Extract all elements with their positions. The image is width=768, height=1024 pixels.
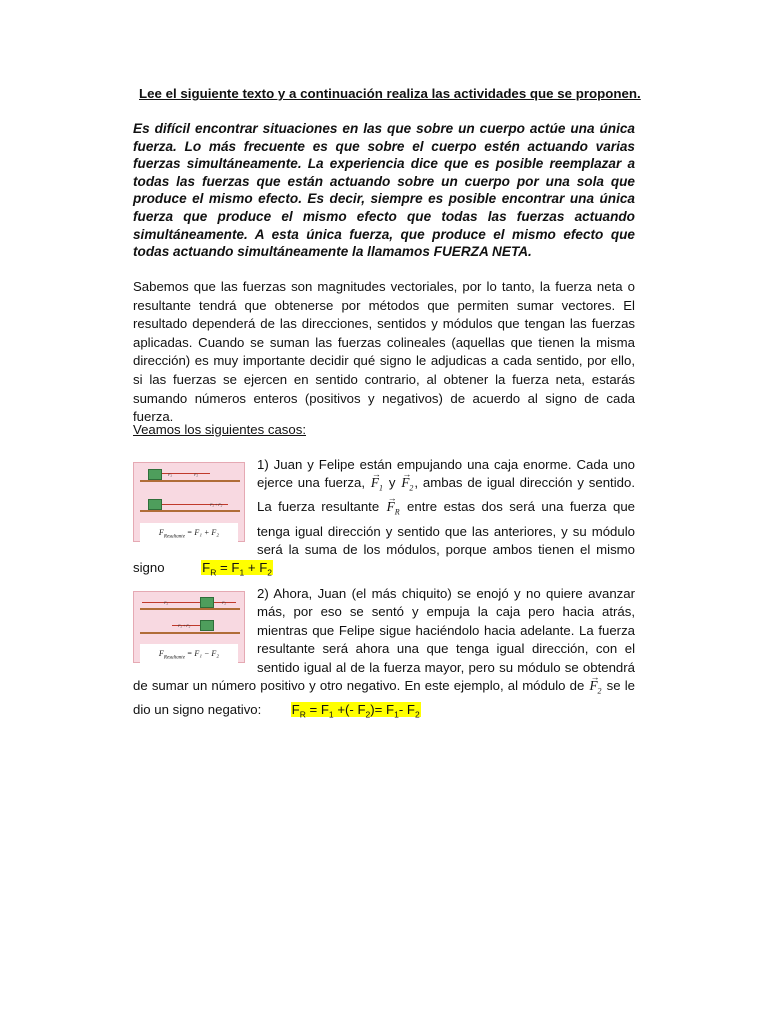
force-arrow-icon (142, 602, 200, 603)
case-1-figure (133, 462, 245, 542)
figure-equation: $F_{Resultante} = F_1 - F_2$ (140, 644, 238, 669)
page-title: Lee el siguiente texto y a continuación realiza las actividades que se proponen. (139, 86, 641, 101)
vector-f2: → $F_2$ (400, 474, 414, 498)
intro-paragraph: Es difícil encontrar situaciones en las que sobre un cuerpo actúe una única fuerza. Lo más frecuente es que sobre el cuerpo estén actuando varias fuerzas simultáneamente. La experiencia dice que es posible reemplazar a todas las fuerzas que están actuando sobre un cuerpo por una sola que produce el mismo efecto. Es decir, siempre es posible encontrar una única fuerza que produce el mismo efecto que todas las fuerzas actuando simultáneamente. A esta única fuerza, que produce el mismo efecto que todas actuando simultáneamente la llamamos FUERZA NETA. (133, 121, 635, 260)
case-1-text-c: entre estas dos será una fuerza que tenga igual dirección y sentido que las anteriores, y su módulo será la suma de los módulos, porque ambos tienen el mismo signo (133, 499, 635, 576)
case-1: F₁ F₂ F₁ + F₂ $F_{Resultante} = F_1 + F_2$ 1) Juan y Felipe están empujando una caja enorme. Cada uno ejerce una fuerza, → $F_1$ $y \to F_2$, ambas de igual dirección y sentido. La fuerza resultante → $F_R$ entre estas dos será una fuerza que tenga igual dirección y sentido que las anteriores, y su módulo será la suma de los módulos, porque ambos tienen el mismo signo $F_R = F_1 + F_2$ (133, 456, 635, 582)
case-2-formula: $F_R = F_1$ +(- $F_2)= F_1-$ $F_2$ (291, 702, 420, 720)
figure-equation: $F_{Resultante} = F_1 + F_2$ (140, 523, 238, 548)
floor-line (140, 632, 240, 634)
floor-line (140, 480, 240, 482)
floor-line (140, 510, 240, 512)
force-arrow-icon (188, 473, 210, 474)
f2-label: F₂ (194, 472, 198, 477)
body-paragraph: Sabemos que las fuerzas son magnitudes vectoriales, por lo tanto, la fuerza neta o resultante tendrá que obtenerse por métodos que permiten sumar vectores. El resultado dependerá de las direcciones, sentidos y módulos que tengan las fuerzas aplicadas. Cuando se suman las fuerzas colineales (aquellas que tienen la misma dirección) es muy importante decidir qué signo le adjudicas a cada sentido, por ello, si las fuerzas se ejercen en sentido contrario, al obtener la fuerza neta, estarás sumando números enteros (positivos y negativos) de acuerdo al signo de cada fuerza. (133, 279, 635, 425)
cases-heading: Veamos los siguientes casos: (133, 422, 306, 437)
box-icon (148, 499, 162, 510)
box-icon (200, 620, 214, 631)
f1-label: F₁ (164, 600, 168, 605)
case-1-formula: $F_R = F_1 + F_2$ (202, 560, 273, 578)
f1-label: F₁ (168, 472, 172, 477)
f1-plus-f2-label: F₁ + F₂ (178, 623, 191, 628)
f1-plus-f2-label: F₁ + F₂ (210, 502, 223, 507)
case-1-diagram (133, 462, 245, 542)
vector-fr: → $F_R$ (386, 498, 401, 522)
case-2-figure (133, 591, 245, 663)
floor-line (140, 608, 240, 610)
vector-f1: → $F_1$ (370, 474, 384, 498)
force-arrow-icon (162, 473, 188, 474)
case-1-text-b: , ambas de igual dirección y sentido. La fuerza resultante (257, 475, 635, 515)
vector-f2: → $F_2$ (588, 677, 602, 701)
box-icon (200, 597, 214, 608)
case-2-text-b: se le dio un signo negativo: (133, 678, 635, 718)
f2-label: F₂ (222, 600, 226, 605)
case-2-text-a: 2) Ahora, Juan (el más chiquito) se enojó y no quiere avanzar más, por eso se sentó y empuja la caja pero hacia atrás, mientras que Felipe sigue haciéndolo hacia adelante. La fuerza resultante será ahora una que tenga igual dirección, con el sentido igual al de la fuerza mayor, pero su módulo se obtendrá de sumar un número positivo y otro negativo. En este ejemplo, al módulo de (133, 586, 635, 694)
box-icon (148, 469, 162, 480)
case-2 (133, 585, 635, 724)
case-1-text-a: 1) Juan y Felipe están empujando una caja enorme. Cada uno ejerce una fuerza, (257, 457, 635, 491)
case-2-diagram (133, 591, 245, 663)
